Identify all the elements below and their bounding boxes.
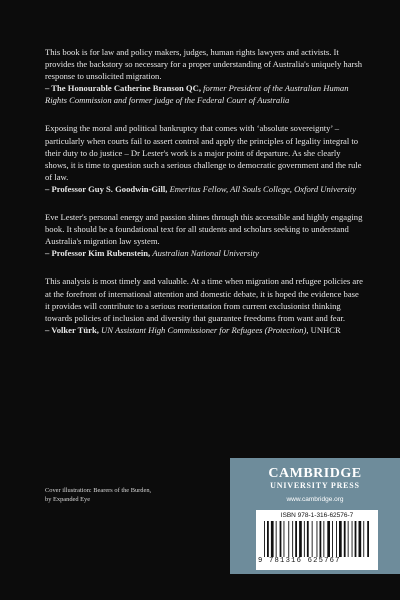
endorser-name: – Volker Türk, [45, 324, 99, 335]
barcode-bar [359, 521, 362, 557]
isbn-barcode [256, 510, 378, 570]
endorsement-text: Eve Lester's personal energy and passion shines through this accessible and highly engaging book. It should be a foundational text for all students and scholars seeking to understand Australia's migration law system. [45, 212, 363, 247]
endorser-title: former President of the Australian Human Rights Commission and former judge of the Federal Court of Australia [45, 83, 349, 106]
barcode-bar [352, 521, 353, 557]
barcode-bar [317, 521, 318, 557]
barcode-bar [363, 521, 364, 557]
barcode-bar [320, 521, 322, 557]
barcode-bar [367, 521, 369, 557]
cover-credit: Cover illustration: Bearers of the Burden, by Expanded Eye [45, 487, 152, 503]
endorsement-text: This book is for law and policy makers, judges, human rights lawyers and activists. It provides the backstory so necessary for a proper understanding of Australia's uniquely harsh response to unsolicited migration. [45, 47, 363, 82]
barcode-bar [327, 521, 330, 557]
barcode-bar [332, 521, 333, 557]
barcode-bar [284, 521, 285, 557]
barcode-bar [304, 521, 305, 557]
endorser-name: – Professor Kim Rubenstein, [45, 248, 151, 259]
endorser-title: Australian National University [152, 248, 259, 259]
endorsement-4 [45, 275, 363, 335]
barcode-digits: 9 781316 625767 [258, 557, 341, 565]
barcode-bar [323, 521, 324, 557]
barcode-bar [267, 521, 269, 557]
barcode-bar [336, 521, 337, 557]
barcode-bar [276, 521, 277, 557]
publisher-url: www.cambridge.org [286, 496, 344, 503]
endorsement-1 [45, 46, 363, 106]
barcode-bar [307, 521, 309, 557]
endorser-name: – The Honourable Catherine Branson QC, [45, 83, 201, 94]
barcode-bar [292, 521, 293, 557]
barcode-bar [295, 521, 297, 557]
endorsement-2 [45, 122, 363, 195]
barcode-bar [312, 521, 313, 557]
endorser-name: – Professor Guy S. Goodwin-Gill, [45, 183, 168, 194]
publisher-logo: CAMBRIDGE UNIVERSITY PRESS [268, 466, 362, 490]
barcode-bar [344, 521, 346, 557]
endorsement-text: This analysis is most timely and valuable. At a time when migration and refugee policies are at the forefront of international attention and domestic debate, it is hoped the evidence base it provides will contribute to a serious reorientation from current exclusionist thinking towards policies of inclusion and diversity that guarantee freedoms from want and fear. [45, 276, 363, 323]
endorser-org: , UNHCR [306, 324, 341, 335]
isbn-label: ISBN 978-1-316-62576-7 [280, 512, 354, 519]
barcode-bar [348, 521, 349, 557]
barcode-bar [264, 521, 265, 557]
barcode-bar [299, 521, 302, 557]
barcode-bar [288, 521, 289, 557]
endorser-title: Emeritus Fellow, All Souls College, Oxford University [169, 183, 357, 194]
endorsement-text: Exposing the moral and political bankruptcy that comes with ‘absolute sovereignty’ – particularly when courts fail to assert control and apply the principles of legality integral to their duty to do justice – Dr Lester's work is a major point of departure. As she clearly shows, it is time to question such a serious challenge to democratic government and the rule of law. [45, 123, 362, 182]
endorsement-3 [45, 211, 363, 259]
publisher-panel [230, 458, 400, 574]
endorsements [45, 46, 363, 352]
barcode-bar [339, 521, 342, 557]
barcode-bar [355, 521, 357, 557]
barcode-bar [280, 521, 282, 557]
endorser-title: UN Assistant High Commissioner for Refugees (Protection) [101, 324, 307, 335]
barcode-bars [264, 521, 370, 557]
barcode-bar [271, 521, 274, 557]
